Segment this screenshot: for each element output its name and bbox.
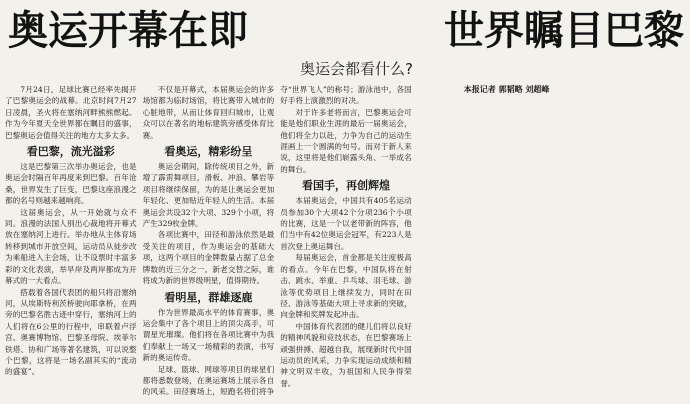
paragraph: 这届奥运会，从一开始就与众不同。浪漫的法国人别出心裁地将开幕式放在塞纳河上进行。举办地从主体育场转移到城市开放空间，运动员从徒步改为乘船进入主会场，让不设票时丰富多彩的文化表演，举旱岸及两岸都成为开幕式的一大看点。 <box>5 207 137 286</box>
article-body <box>5 84 687 400</box>
section-heading: 看奥运，精彩纷呈 <box>164 145 253 159</box>
headline-part-2: 世界瞩目巴黎 <box>444 8 684 54</box>
paragraph: 作为世界最高水平的体育赛事，奥运会集中了各个项目上的顶尖高手，可谓星光璀璨。他们将在各项比赛中为我们奉献上一场又一场精彩的表演，书写新的奥运传奇。 <box>142 307 275 363</box>
paragraph: 每届奥运会，首金都是关注度极高的看点。今年在巴黎，中国队将在射击、跳水、举重、乒乓球、羽毛球、游泳等优势项目上继续发力，同时在田径、游泳等基础大项上寻求新的突破，向金牌和奖牌发起冲击。 <box>280 253 412 320</box>
paragraph: 奥运会期间，除传统项目之外，新增了霹雳舞项目，滑板、冲浪、攀岩等项目将继续保留，为的是让奥运会更加年轻化、更加贴近年轻人的生活。本届奥运会共设32个大项、329个小项，将产生329枚金牌。 <box>142 162 275 229</box>
paragraph: 各项比赛中，田径和游泳依然是最受关注的项目，作为奥运会的基础大项，这两个项目的金牌数量占据了总金牌数的近三分之一。新老交替之际，谁将成为新的世界级明星，值得期待。 <box>142 230 275 286</box>
paragraph: 7月24日，足球比赛已经率先揭开了巴黎奥运会的战幕。北京时间7月27日凌晨，圣火将在塞纳河畔熊熊燃起。作为今年夏天全世界都在瞩目的盛事，巴黎奥运会值得关注的地方太多太多。 <box>5 85 137 140</box>
paragraph: 不仅是开幕式，本届奥运会的许多场馆都为临时场馆，将比赛带入城市的心脏地带，从而让体育回归城市，让观众可以在著名的地标建筑旁感受体育比赛。 <box>142 85 275 140</box>
paragraph: 搭载着各国代表团的船只将沿塞纳河，从埃斯特利茨桥驶向耶拿桥，在两旁的巴黎名胜古迹中穿行，塞纳河上的人们将在6公里的行程中，串联着卢浮宫、奥赛博物馆、巴黎圣母院、埃菲尔铁塔、协和广场等著名建筑，可以说整个巴黎，这将是一场名副其实的“流动的盛宴”。 <box>5 287 137 377</box>
paragraph: 中国体育代表团的健儿们将以良好的精神风貌和竞技状态，在巴黎赛场上顽强拼搏、超越自我，展现新时代中国运动员的风采，力争实现运动成绩和精神文明双丰收，为祖国和人民争得荣誉。 <box>280 321 412 388</box>
byline: 本报记者 郭韬略 刘超峰 <box>463 85 550 94</box>
headline <box>8 6 684 56</box>
headline-part-1: 奥运开幕在即 <box>8 8 248 54</box>
paragraph: 足球、篮球、网球等项目的球星们都将悉数登场，在奥运赛场上展示各自的风采。田径赛场上，短跑名将们将争夺“世界飞人”的称号；游泳池中，各国好手将上演激烈的对决。 <box>142 85 412 397</box>
section-heading: 看巴黎，流光溢彩 <box>26 145 115 159</box>
section-heading: 看国手，再创辉煌 <box>301 179 390 193</box>
paragraph: 这是巴黎第三次举办奥运会，也是奥运会时隔百年再度来到巴黎。百年沧桑，世界发生了巨变，巴黎这座浪漫之都的名号则越来越响亮。 <box>5 162 137 206</box>
section-heading: 看明星，群雄逐鹿 <box>164 290 253 304</box>
paragraph: 本届奥运会，中国共有405名运动员参加30个大项42个分项236个小项的比赛，这是一个以老带新的阵容，他们当中有42位奥运会冠军，有223人是首次登上奥运舞台。 <box>280 196 412 251</box>
paragraph: 对于许多老将而言，巴黎奥运会可能是他们职业生涯的最后一届奥运会，他们将全力以赴，力争为自己的运动生涯画上一个圆满的句号。而对于新人来说，这里将是他们崭露头角、一举成名的舞台。 <box>280 107 412 174</box>
subheading: 奥运会都看什么? <box>300 60 413 78</box>
